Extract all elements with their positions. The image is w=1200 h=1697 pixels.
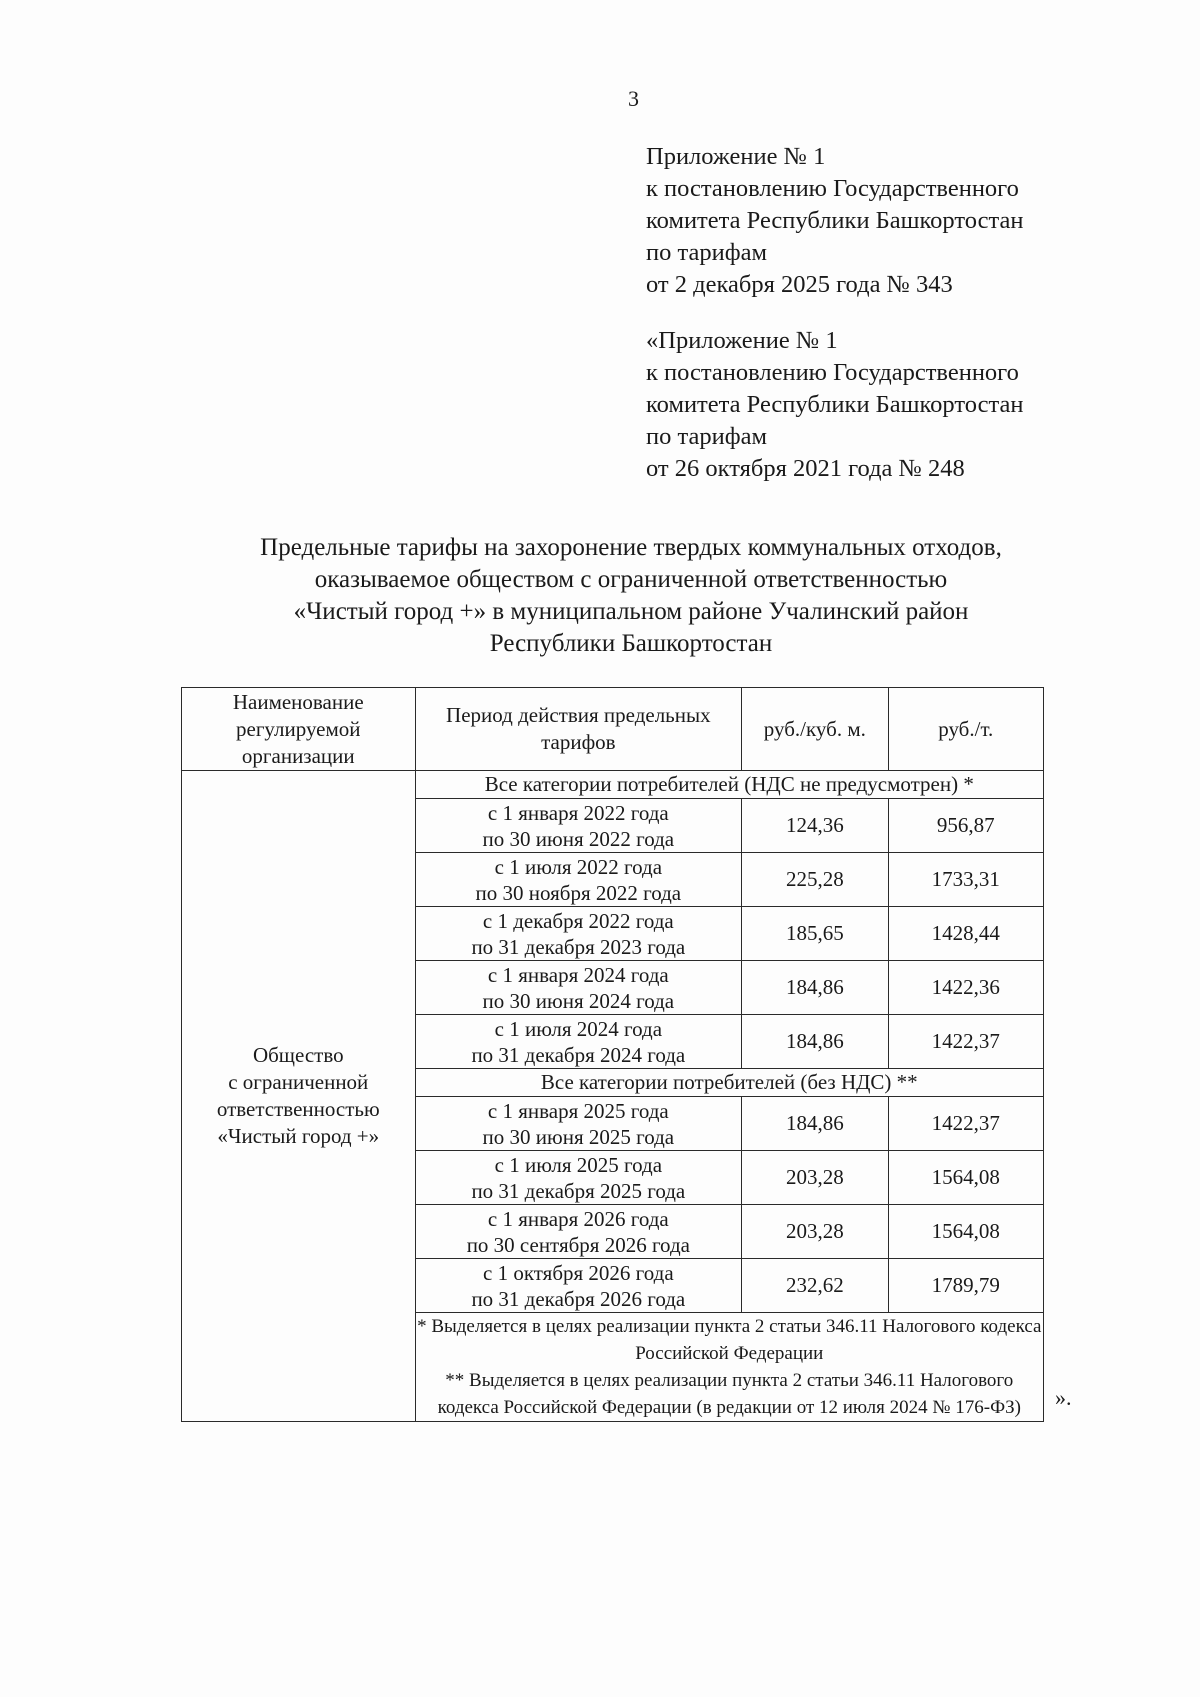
value-per-ton: 1422,37 (888, 1097, 1043, 1151)
footnote: ** Выделяется в целях реализации пункта 2 статьи 346.11 Налогового кодекса Российской Федерации (в редакции от 12 июля 2024 № 176-ФЗ) (437, 1370, 1021, 1418)
period-cell (415, 1205, 742, 1259)
value-per-cube: 185,65 (742, 907, 888, 961)
period-cell (415, 799, 742, 853)
period-from: с 1 октября 2026 года (483, 1260, 674, 1285)
value-per-cube: 184,86 (742, 1015, 888, 1069)
organization-name (182, 771, 416, 1422)
org-line: ответственностью (216, 1097, 380, 1121)
value-per-ton: 1422,36 (888, 961, 1043, 1015)
page-number: 3 (628, 86, 639, 111)
period-from: с 1 декабря 2022 года (482, 908, 674, 933)
category-row (182, 771, 1044, 799)
value-per-ton: 1422,37 (888, 1015, 1043, 1069)
title-line: «Чистый город +» в муниципальном районе Учалинский район (293, 598, 969, 625)
title-line: оказываемое обществом с ограниченной ответственностью (314, 566, 948, 593)
period-to: по 30 июня 2025 года (482, 1124, 675, 1149)
value-per-ton: 1564,08 (888, 1151, 1043, 1205)
footnote: * Выделяется в целях реализации пункта 2 статьи 346.11 Налогового кодекса Российской Федерации (417, 1316, 1042, 1364)
value-per-cube: 184,86 (742, 1097, 888, 1151)
value-per-ton: 1733,31 (888, 853, 1043, 907)
title-line: Предельные тарифы на захоронение твердых коммунальных отходов, (260, 534, 1002, 561)
header-org-line: Наименование (232, 689, 364, 714)
period-to: по 30 июня 2024 года (482, 988, 675, 1013)
header-period-line: тарифов (541, 730, 616, 754)
header-per-ton: руб./т. (888, 688, 1043, 771)
period-cell (415, 1097, 742, 1151)
header-organization (182, 688, 416, 771)
tariffs-table (181, 687, 1044, 1422)
value-per-ton: 1789,79 (888, 1259, 1043, 1313)
period-to: по 30 июня 2022 года (482, 826, 675, 851)
value-per-cube: 124,36 (742, 799, 888, 853)
period-cell (415, 907, 742, 961)
period-cell (415, 853, 742, 907)
period-from: с 1 июля 2025 года (494, 1152, 663, 1177)
appendix-line: от 2 декабря 2025 года № 343 (646, 271, 953, 298)
period-cell (415, 961, 742, 1015)
header-period-line: Период действия предельных (446, 703, 711, 727)
appendix-line: «Приложение № 1 (646, 327, 838, 354)
period-from: с 1 января 2025 года (487, 1098, 669, 1123)
period-from: с 1 июля 2022 года (494, 854, 663, 879)
period-to: по 30 сентября 2026 года (466, 1232, 690, 1257)
appendix-line: по тарифам (646, 423, 767, 450)
period-from: с 1 января 2026 года (487, 1206, 669, 1231)
value-per-cube: 184,86 (742, 961, 888, 1015)
header-period (415, 688, 742, 771)
period-from: с 1 января 2022 года (487, 800, 669, 825)
appendix-line: от 26 октября 2021 года № 248 (646, 455, 965, 482)
org-line: «Чистый город +» (217, 1124, 380, 1148)
appendix-line: комитета Республики Башкортостан (646, 391, 1024, 418)
header-per-cube: руб./куб. м. (742, 688, 888, 771)
period-to: по 31 декабря 2024 года (471, 1042, 686, 1067)
value-per-ton: 1564,08 (888, 1205, 1043, 1259)
period-from: с 1 января 2024 года (487, 962, 669, 987)
value-per-cube: 225,28 (742, 853, 888, 907)
table-footnotes (415, 1313, 1043, 1422)
period-cell (415, 1151, 742, 1205)
closing-quote-mark: ». (1055, 1385, 1072, 1410)
appendix-line: комитета Республики Башкортостан (646, 207, 1024, 234)
category-label: Все категории потребителей (без НДС) ** (415, 1069, 1043, 1097)
period-from: с 1 июля 2024 года (494, 1016, 663, 1041)
table-header-row (182, 688, 1044, 771)
period-to: по 31 декабря 2025 года (471, 1178, 686, 1203)
period-cell (415, 1259, 742, 1313)
period-to: по 30 ноября 2022 года (475, 880, 682, 905)
category-label: Все категории потребителей (НДС не предусмотрен) * (415, 771, 1043, 799)
period-cell (415, 1015, 742, 1069)
org-line: Общество (252, 1043, 344, 1067)
appendix-line: к постановлению Государственного (646, 359, 1019, 386)
period-to: по 31 декабря 2026 года (471, 1286, 686, 1311)
title-line: Республики Башкортостан (489, 630, 773, 657)
value-per-cube: 203,28 (742, 1205, 888, 1259)
org-line: с ограниченной (228, 1070, 369, 1094)
appendix-line: по тарифам (646, 239, 767, 266)
appendix-header-old (646, 325, 1023, 485)
document-title (160, 532, 1102, 660)
appendix-line: Приложение № 1 (646, 143, 826, 170)
value-per-ton: 1428,44 (888, 907, 1043, 961)
header-org-line: регулируемой (236, 716, 361, 741)
period-to: по 31 декабря 2023 года (471, 934, 686, 959)
appendix-line: к постановлению Государственного (646, 175, 1019, 202)
header-org-line: организации (241, 743, 355, 768)
value-per-cube: 232,62 (742, 1259, 888, 1313)
appendix-header-new (646, 141, 1023, 301)
value-per-cube: 203,28 (742, 1151, 888, 1205)
value-per-ton: 956,87 (888, 799, 1043, 853)
